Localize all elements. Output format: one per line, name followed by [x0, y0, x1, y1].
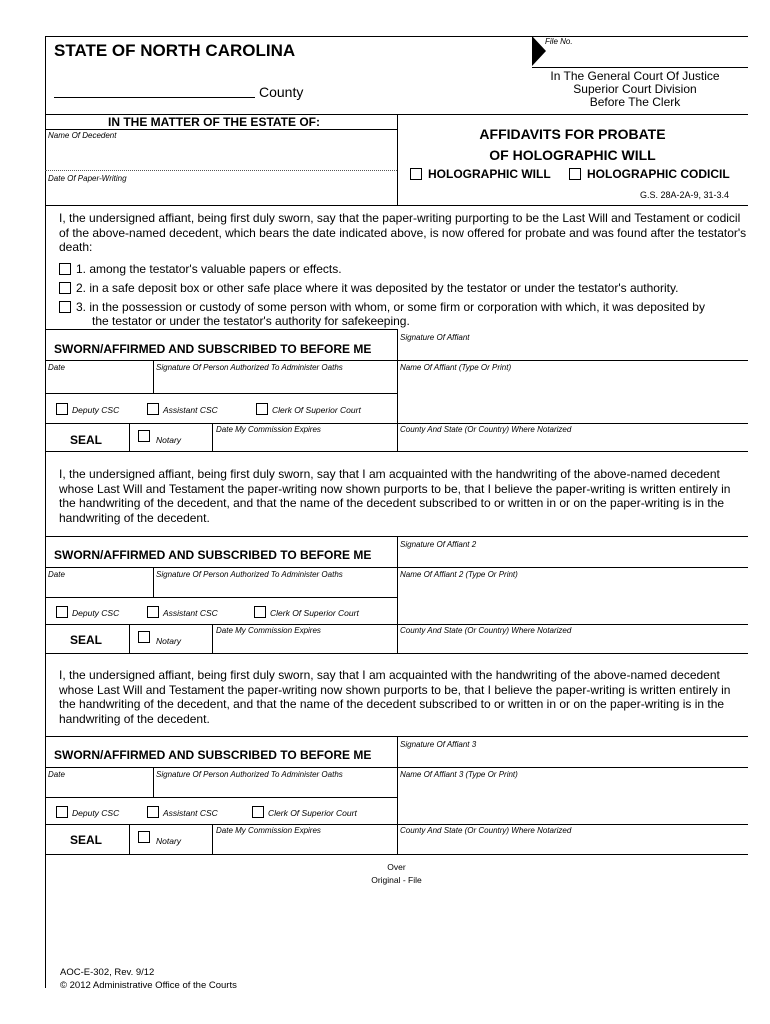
holographic-will-label: HOLOGRAPHIC WILL — [428, 167, 551, 181]
jurat2-clerk-label: Clerk Of Superior Court — [270, 608, 359, 618]
county-input-line[interactable] — [54, 97, 255, 98]
jurat3-seal-line — [45, 824, 748, 825]
jurat1-top-line — [45, 329, 397, 330]
option1-checkbox[interactable] — [59, 263, 71, 275]
jurat2-commission-divider — [212, 624, 213, 653]
jurat1-notary-checkbox[interactable] — [138, 430, 150, 442]
jurat1-seal-label: SEAL — [70, 433, 103, 447]
jurat2-notary-label: Notary — [156, 636, 182, 646]
file-no-label: File No. — [545, 37, 573, 46]
holographic-codicil-checkbox[interactable] — [569, 168, 581, 180]
jurat1-assistant-label: Assistant CSC — [163, 405, 218, 415]
jurat3-clerk-checkbox[interactable] — [252, 806, 264, 818]
estate-heading: IN THE MATTER OF THE ESTATE OF: — [108, 115, 320, 129]
jurat2-seal-label: SEAL — [70, 633, 103, 647]
affiant2-signature-label: Signature Of Affiant 2 — [400, 540, 477, 549]
jurat3-deputy-checkbox[interactable] — [56, 806, 68, 818]
court-line-1: In The General Court Of Justice — [550, 69, 720, 83]
jurat2-deputy-label: Deputy CSC — [72, 608, 120, 618]
jurat3-deputy-label: Deputy CSC — [72, 808, 120, 818]
jurat2-sworn-heading: SWORN/AFFIRMED AND SUBSCRIBED TO BEFORE ME — [54, 548, 372, 562]
top-border — [45, 36, 748, 37]
jurat1-deputy-checkbox[interactable] — [56, 403, 68, 415]
jurat1-clerk-checkbox[interactable] — [256, 403, 268, 415]
footer-over: Over — [387, 862, 406, 872]
affiant3-name-label: Name Of Affiant 3 (Type Or Print) — [400, 770, 518, 779]
footer-original: Original - File — [371, 875, 422, 885]
section1-paragraph: I, the undersigned affiant, being first duly sworn, say that the paper-writing purporting to be the Last Will and Testament or codicil of the above-named decedent, which bears the date indicated above, is now offered for probate and was found after the testator's death: — [59, 211, 747, 254]
jurat1-county-state-label: County And State (Or Country) Where Notarized — [400, 425, 572, 434]
affiant1-signature-label: Signature Of Affiant — [400, 333, 470, 342]
jurat1-commission-divider — [212, 423, 213, 451]
jurat1-officer-line — [45, 393, 397, 394]
jurat1-seal-divider — [129, 423, 130, 451]
left-border — [45, 36, 46, 988]
file-no-marker — [532, 36, 546, 66]
jurat3-officer-signature-label: Signature Of Person Authorized To Administer Oaths — [156, 770, 343, 779]
jurat3-clerk-label: Clerk Of Superior Court — [268, 808, 357, 818]
option2-checkbox[interactable] — [59, 282, 71, 294]
option2-text: 2. in a safe deposit box or other safe place where it was deposited by the testator or under the testator's authority. — [76, 281, 679, 295]
holographic-codicil-label: HOLOGRAPHIC CODICIL — [587, 167, 730, 181]
form-title — [397, 124, 748, 166]
jurat3-notary-checkbox[interactable] — [138, 831, 150, 843]
file-no-line — [532, 67, 748, 68]
option3-checkbox[interactable] — [59, 301, 71, 313]
affidavit2-paragraph: I, the undersigned affiant, being first duly sworn, say that I am acquainted with the handwriting of the above-named decedent whose Last Will and Testament the paper-writing now shown purports to be, that I believe the paper-writing is written entirely in the handwriting of the decedent, and that the name of the decedent subscribed to or written in or on the paper-writing is in the handwriting of the decedent. — [59, 467, 731, 525]
jurat3-date-label: Date — [48, 770, 65, 779]
jurat2-assistant-checkbox[interactable] — [147, 606, 159, 618]
jurat3-assistant-checkbox[interactable] — [147, 806, 159, 818]
jurat1-sworn-heading: SWORN/AFFIRMED AND SUBSCRIBED TO BEFORE ME — [54, 342, 372, 356]
option3-text-line2: the testator or under the testator's authority for safekeeping. — [92, 314, 410, 328]
jurat1-divider — [397, 329, 398, 451]
decedent-label: Name Of Decedent — [48, 131, 117, 140]
state-title: STATE OF NORTH CAROLINA — [54, 41, 296, 60]
estate-heading-line — [45, 129, 397, 130]
jurat1-commission-label: Date My Commission Expires — [216, 425, 321, 434]
paper-writing-date-label: Date Of Paper-Writing — [48, 174, 127, 183]
jurat2-officer-signature-label: Signature Of Person Authorized To Administer Oaths — [156, 570, 343, 579]
decedent-field-line[interactable] — [45, 170, 397, 171]
jurat2-clerk-checkbox[interactable] — [254, 606, 266, 618]
jurat3-commission-label: Date My Commission Expires — [216, 826, 321, 835]
jurat2-row-line — [45, 567, 748, 568]
jurat2-date-label: Date — [48, 570, 65, 579]
court-line-3: Before The Clerk — [589, 95, 681, 109]
jurat1-assistant-checkbox[interactable] — [147, 403, 159, 415]
jurat2-assistant-label: Assistant CSC — [163, 608, 218, 618]
court-block — [520, 70, 750, 109]
jurat3-seal-divider — [129, 824, 130, 854]
jurat2-deputy-checkbox[interactable] — [56, 606, 68, 618]
county-label: County — [259, 84, 304, 100]
jurat2-divider — [397, 536, 398, 653]
holographic-will-checkbox[interactable] — [410, 168, 422, 180]
copyright: © 2012 Administrative Office of the Courts — [60, 980, 237, 991]
jurat2-bottom-line — [45, 653, 748, 654]
affiant2-name-label: Name Of Affiant 2 (Type Or Print) — [400, 570, 518, 579]
jurat1-date-divider — [153, 360, 154, 393]
jurat3-row-line — [45, 767, 748, 768]
jurat2-commission-label: Date My Commission Expires — [216, 626, 321, 635]
jurat2-county-state-label: County And State (Or Country) Where Notarized — [400, 626, 572, 635]
jurat1-deputy-label: Deputy CSC — [72, 405, 120, 415]
jurat2-seal-divider — [129, 624, 130, 653]
statute-reference: G.S. 28A-2A-9, 31-3.4 — [640, 190, 730, 200]
form-number: AOC-E-302, Rev. 9/12 — [60, 967, 155, 978]
form-title-line-1: AFFIDAVITS FOR PROBATE — [479, 126, 666, 142]
jurat2-officer-line — [45, 597, 397, 598]
jurat1-date-label: Date — [48, 363, 65, 372]
jurat1-officer-signature-label: Signature Of Person Authorized To Administer Oaths — [156, 363, 343, 372]
jurat3-sworn-heading: SWORN/AFFIRMED AND SUBSCRIBED TO BEFORE ME — [54, 748, 372, 762]
header-bottom-line — [45, 205, 748, 206]
jurat3-divider — [397, 736, 398, 854]
jurat3-seal-label: SEAL — [70, 833, 103, 847]
court-line-2: Superior Court Division — [573, 82, 697, 96]
affidavit3-paragraph: I, the undersigned affiant, being first duly sworn, say that I am acquainted with the handwriting of the above-named decedent whose Last Will and Testament the paper-writing now shown purports to be, that I believe the paper-writing is written entirely in the handwriting of the decedent, and that the name of the decedent subscribed to or written in or on the paper-writing is in the handwriting of the decedent. — [59, 668, 731, 726]
jurat1-bottom-line — [45, 451, 748, 452]
jurat1-row-line — [45, 360, 748, 361]
jurat3-officer-line — [45, 797, 397, 798]
jurat1-seal-line — [45, 423, 748, 424]
jurat2-notary-checkbox[interactable] — [138, 631, 150, 643]
jurat3-county-state-label: County And State (Or Country) Where Notarized — [400, 826, 572, 835]
option1-text: 1. among the testator's valuable papers or effects. — [76, 262, 342, 276]
jurat3-assistant-label: Assistant CSC — [163, 808, 218, 818]
jurat3-commission-divider — [212, 824, 213, 854]
jurat3-notary-label: Notary — [156, 836, 182, 846]
jurat3-bottom-line — [45, 854, 748, 855]
jurat3-date-divider — [153, 767, 154, 797]
affiant1-name-label: Name Of Affiant (Type Or Print) — [400, 363, 512, 372]
option3-text-line1: 3. in the possession or custody of some person with whom, or some firm or corporation with which, it was deposited by — [76, 300, 705, 314]
jurat2-seal-line — [45, 624, 748, 625]
form-title-line-2: OF HOLOGRAPHIC WILL — [489, 147, 656, 163]
affiant3-signature-label: Signature Of Affiant 3 — [400, 740, 477, 749]
jurat1-clerk-label: Clerk Of Superior Court — [272, 405, 361, 415]
jurat2-date-divider — [153, 567, 154, 597]
jurat1-notary-label: Notary — [156, 435, 182, 445]
